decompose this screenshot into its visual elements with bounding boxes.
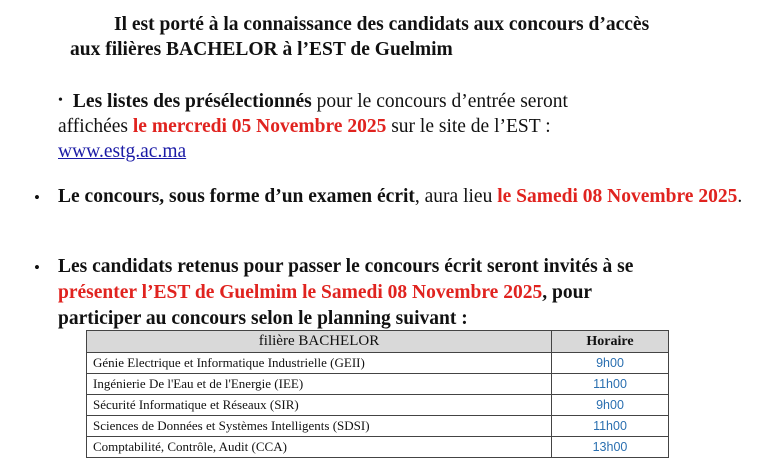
website-link[interactable]: www.estg.ac.ma [58,141,187,162]
course-time: 13h00 [552,437,669,458]
intro-line-2: aux filières BACHELOR à l’EST de Guelmim [70,39,453,60]
header-filiere: filière BACHELOR [87,331,552,353]
bullet-exam-date [58,184,758,210]
course-name: Génie Electrique et Informatique Industrielle (GEII) [87,353,552,374]
bullet-preselection-lists [58,88,758,164]
course-time: 9h00 [552,353,669,374]
preselection-date: le mercredi 05 Novembre 2025 [132,116,387,137]
preselection-title: Les listes des présélectionnés [72,91,312,112]
bullet-dot: • [58,93,63,108]
exam-date: le Samedi 08 Novembre 2025 [497,186,738,207]
course-name: Sécurité Informatique et Réseaux (SIR) [87,395,552,416]
candidates-presentation-date: présenter l’EST de Guelmim le Samedi 08 Novembre 2025 [58,282,543,303]
candidates-text-1: Les candidats retenus pour passer le concours écrit seront invités à se [58,256,634,277]
table-row [87,353,669,374]
exam-title: Le concours, sous forme d’un examen écrit [58,186,415,207]
preselection-text-1: pour le concours d’entrée seront [311,91,568,112]
table-header-row [87,331,669,353]
course-name: Comptabilité, Contrôle, Audit (CCA) [87,437,552,458]
course-name: Ingénierie De l'Eau et de l'Energie (IEE) [87,374,552,395]
bullet-candidates [58,254,768,332]
course-time: 9h00 [552,395,669,416]
course-time: 11h00 [552,374,669,395]
candidates-text-2: , pour [542,282,593,303]
table-row [87,437,669,458]
exam-text: , aura lieu [414,186,498,207]
intro-line-1: Il est porté à la connaissance des candidats aux concours d’accès [114,14,650,35]
announcement-intro [70,12,770,62]
preselection-text-3: sur le site de l’EST : [386,116,551,137]
exam-end: . [737,186,743,207]
table-row [87,416,669,437]
table-row [87,395,669,416]
preselection-text-2: affichées [58,116,133,137]
table-row [87,374,669,395]
course-name: Sciences de Données et Systèmes Intelligents (SDSI) [87,416,552,437]
candidates-text-3: participer au concours selon le planning suivant : [58,308,468,329]
header-horaire: Horaire [552,331,669,353]
schedule-table [86,330,669,458]
bullet-dot: • [34,188,40,207]
bullet-dot: • [34,258,40,277]
course-time: 11h00 [552,416,669,437]
